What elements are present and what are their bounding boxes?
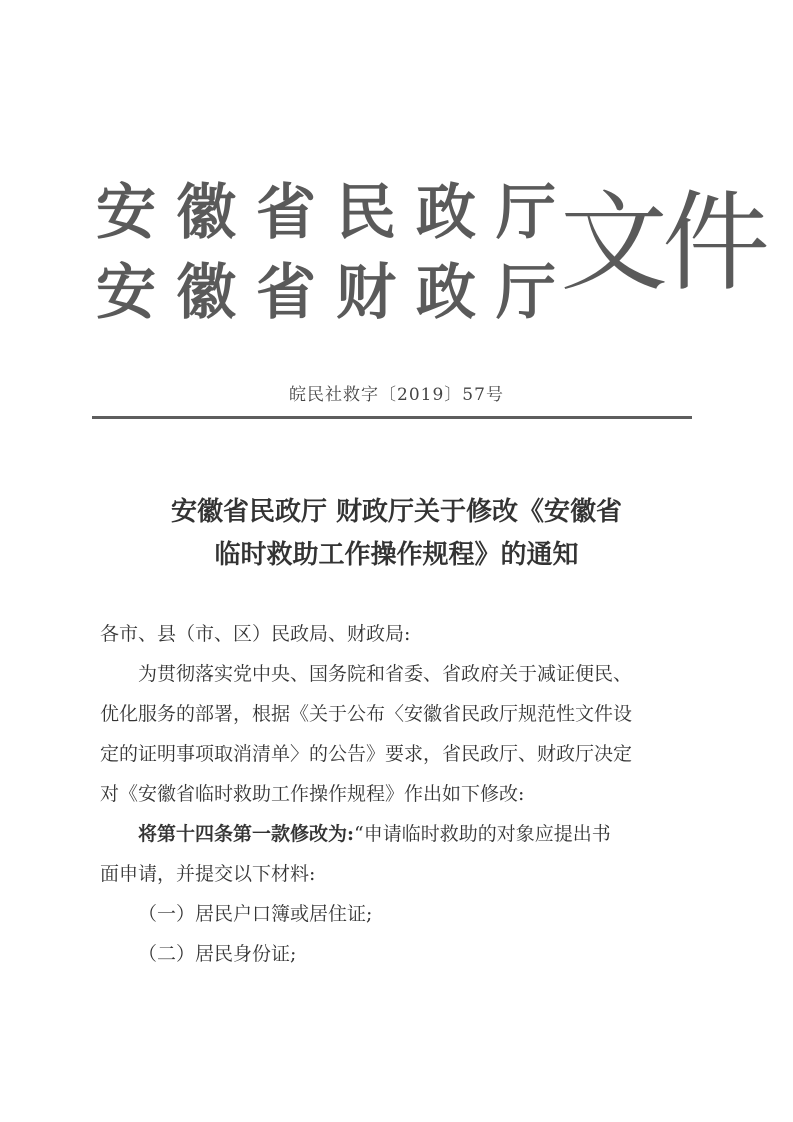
title-line-1: 安徽省民政厅 财政厅关于修改《安徽省 [170, 497, 623, 527]
list-item: （二）居民身份证; [138, 943, 297, 965]
paragraph-line: 优化服务的部署，根据《关于公布〈安徽省民政厅规范性文件设 [100, 703, 633, 725]
amendment-lead: 将第十四条第一款修改为: [138, 823, 355, 845]
title-line-2: 临时救助工作操作规程》的通知 [214, 540, 579, 570]
paragraph-line: 面申请，并提交以下材料: [100, 863, 316, 885]
salutation: 各市、县（市、区）民政局、财政局: [100, 623, 411, 645]
document-title [0, 491, 793, 577]
paragraph-line: 定的证明事项取消清单〉的公告》要求，省民政厅、财政厅决定 [100, 743, 633, 765]
paragraph-line: 对《安徽省临时救助工作操作规程》作出如下修改: [100, 783, 525, 805]
document-header [0, 0, 793, 340]
issuing-org-civil-affairs: 安徽省民政厅 [96, 178, 576, 248]
paragraph-line: 为贯彻落实党中央、国务院和省委、省政府关于减证便民、 [138, 663, 633, 685]
document-body [100, 614, 700, 974]
list-item: （一）居民户口簿或居住证; [138, 903, 373, 925]
amendment-text: “申请临时救助的对象应提出书 [354, 823, 611, 845]
amendment-paragraph [100, 814, 700, 854]
document-number: 皖民社救字〔2019〕57号 [289, 385, 504, 405]
header-divider [92, 416, 692, 419]
document-type-label: 文件 [560, 181, 765, 306]
issuing-org-finance: 安徽省财政厅 [96, 258, 576, 328]
